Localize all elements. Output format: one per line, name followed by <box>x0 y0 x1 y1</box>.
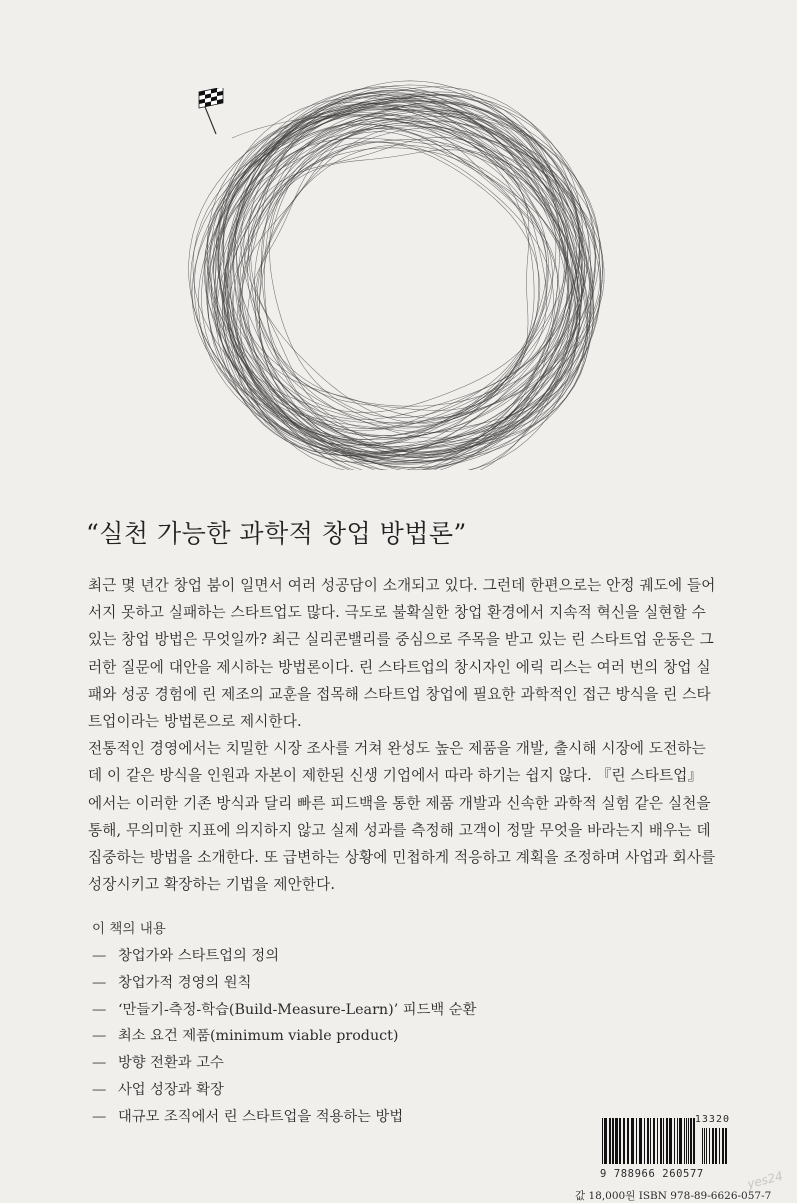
barcode-bar <box>636 1118 637 1164</box>
barcode-bar <box>686 1118 687 1164</box>
barcode-bar <box>715 1128 717 1164</box>
dash-marker: — <box>92 1001 107 1018</box>
barcode-bar <box>712 1128 714 1164</box>
barcode-bar <box>604 1118 607 1164</box>
dash-marker: — <box>92 1055 107 1072</box>
contents-item: — 대규모 조직에서 린 스타트업을 적용하는 방법 <box>92 1104 476 1131</box>
scribble-circle-drawing <box>0 0 797 470</box>
contents-item: — 사업 성장과 확장 <box>92 1077 476 1104</box>
barcode-bar <box>725 1128 727 1164</box>
barcode-bar <box>660 1118 662 1164</box>
barcode-bar <box>602 1118 603 1164</box>
barcode-bar <box>619 1118 621 1164</box>
scribble-stroke <box>255 142 554 406</box>
price-isbn: 값 18,000원 ISBN 978-89-6626-057-7 <box>575 1190 772 1202</box>
barcode-bar <box>674 1118 675 1164</box>
barcode-bar <box>609 1118 611 1164</box>
barcode-bar <box>650 1118 651 1164</box>
barcode-bar <box>615 1118 618 1164</box>
dash-marker: — <box>92 1081 107 1098</box>
contents-list <box>92 943 476 1131</box>
watermark-logo: yes24 <box>745 1168 785 1192</box>
book-description <box>88 572 716 898</box>
barcode-bar <box>666 1118 668 1164</box>
barcode-bar <box>663 1118 664 1164</box>
barcode-bar <box>627 1118 629 1164</box>
barcode-number: 9 788966 260577 <box>600 1168 704 1180</box>
barcode-bar <box>647 1118 649 1164</box>
dash-marker: — <box>92 1028 107 1045</box>
contents-item: — 창업가와 스타트업의 정의 <box>92 943 476 970</box>
barcode-bar <box>612 1118 614 1164</box>
barcode-addon-number: 13320 <box>694 1114 730 1125</box>
contents-item: — ‘만들기-측정-학습(Build-Measure-Learn)’ 피드백 순환 <box>92 997 476 1024</box>
barcode-bar <box>644 1118 645 1164</box>
contents-item: — 최소 요건 제품(minimum viable product) <box>92 1023 476 1050</box>
headline-quote: “실천 가능한 과학적 창업 방법론” <box>86 519 467 548</box>
barcode-bar <box>679 1118 682 1164</box>
dash-marker: — <box>92 948 107 964</box>
barcode-bar <box>623 1118 625 1164</box>
scribble-stroke <box>270 142 540 418</box>
barcode-bar <box>709 1128 710 1164</box>
barcode-bar <box>639 1118 642 1164</box>
barcode-bar <box>688 1118 689 1164</box>
barcode-bar <box>690 1118 692 1164</box>
isbn-barcode <box>600 1114 730 1182</box>
scribble-stroke <box>242 118 570 436</box>
description-paragraph: 전통적인 경영에서는 치밀한 시장 조사를 거쳐 완성도 높은 제품을 개발, 출시해 시장에 도전하는데 이 같은 방식을 인원과 자본이 제한된 신생 기업에서 따라 하기는 쉽지 않다. 『린 스타트업』에서는 이러한 기존 방식과 달리 빠른 피드백을 통한 제품 개발과 신속한 과학적 실험 같은 실천을 통해, 무의미한 지표에 의지하지 않고 실제 성과를 측정해 고객이 정말 무엇을 바라는지 배우는 데 집중하는 방법을 소개한다. 또 급변하는 상황에 민첩하게 적응하고 계획을 조정하며 사업과 회사를 성장시키고 확장하는 기법을 제안한다. <box>88 740 716 894</box>
description-paragraph: 최근 몇 년간 창업 붐이 일면서 여러 성공담이 소개되고 있다. 그런데 한편으로는 안정 궤도에 들어서지 못하고 실패하는 스타트업도 많다. 극도로 불확실한 창업 환경에서 지속적 혁신을 실현할 수 있는 창업 방법은 무엇일까? 최근 실리콘밸리를 중심으로 주목을 받고 있는 린 스타트업 운동은 그러한 질문에 대안을 제시하는 방법론이다. 린 스타트업의 창시자인 에릭 리스는 여러 번의 창업 실패와 성공 경험에 린 제조의 교훈을 접목해 스타트업 창업에 필요한 과학적인 접근 방식을 린 스타트업이라는 방법론으로 제시한다. <box>88 577 716 731</box>
contents-item: — 창업가적 경영의 원칙 <box>92 970 476 997</box>
contents-item: — 방향 전환과 고수 <box>92 1050 476 1077</box>
barcode-bar <box>719 1128 720 1164</box>
barcode-bar <box>704 1128 705 1164</box>
barcode-bar <box>677 1118 678 1164</box>
scribble-stroke <box>261 150 529 411</box>
barcode-bar <box>684 1118 685 1164</box>
contents-heading: 이 책의 내용 <box>92 921 166 937</box>
dash-marker: — <box>92 974 107 991</box>
barcode-bar <box>657 1118 658 1164</box>
dash-marker: — <box>92 1108 107 1125</box>
barcode-bar <box>653 1118 655 1164</box>
barcode-bar <box>702 1128 703 1164</box>
barcode-bar <box>669 1118 672 1164</box>
cover-illustration <box>0 0 797 470</box>
barcode-bar <box>631 1118 634 1164</box>
checkered-flag-icon <box>186 88 246 138</box>
barcode-bar <box>706 1128 707 1164</box>
barcode-bar <box>722 1128 724 1164</box>
